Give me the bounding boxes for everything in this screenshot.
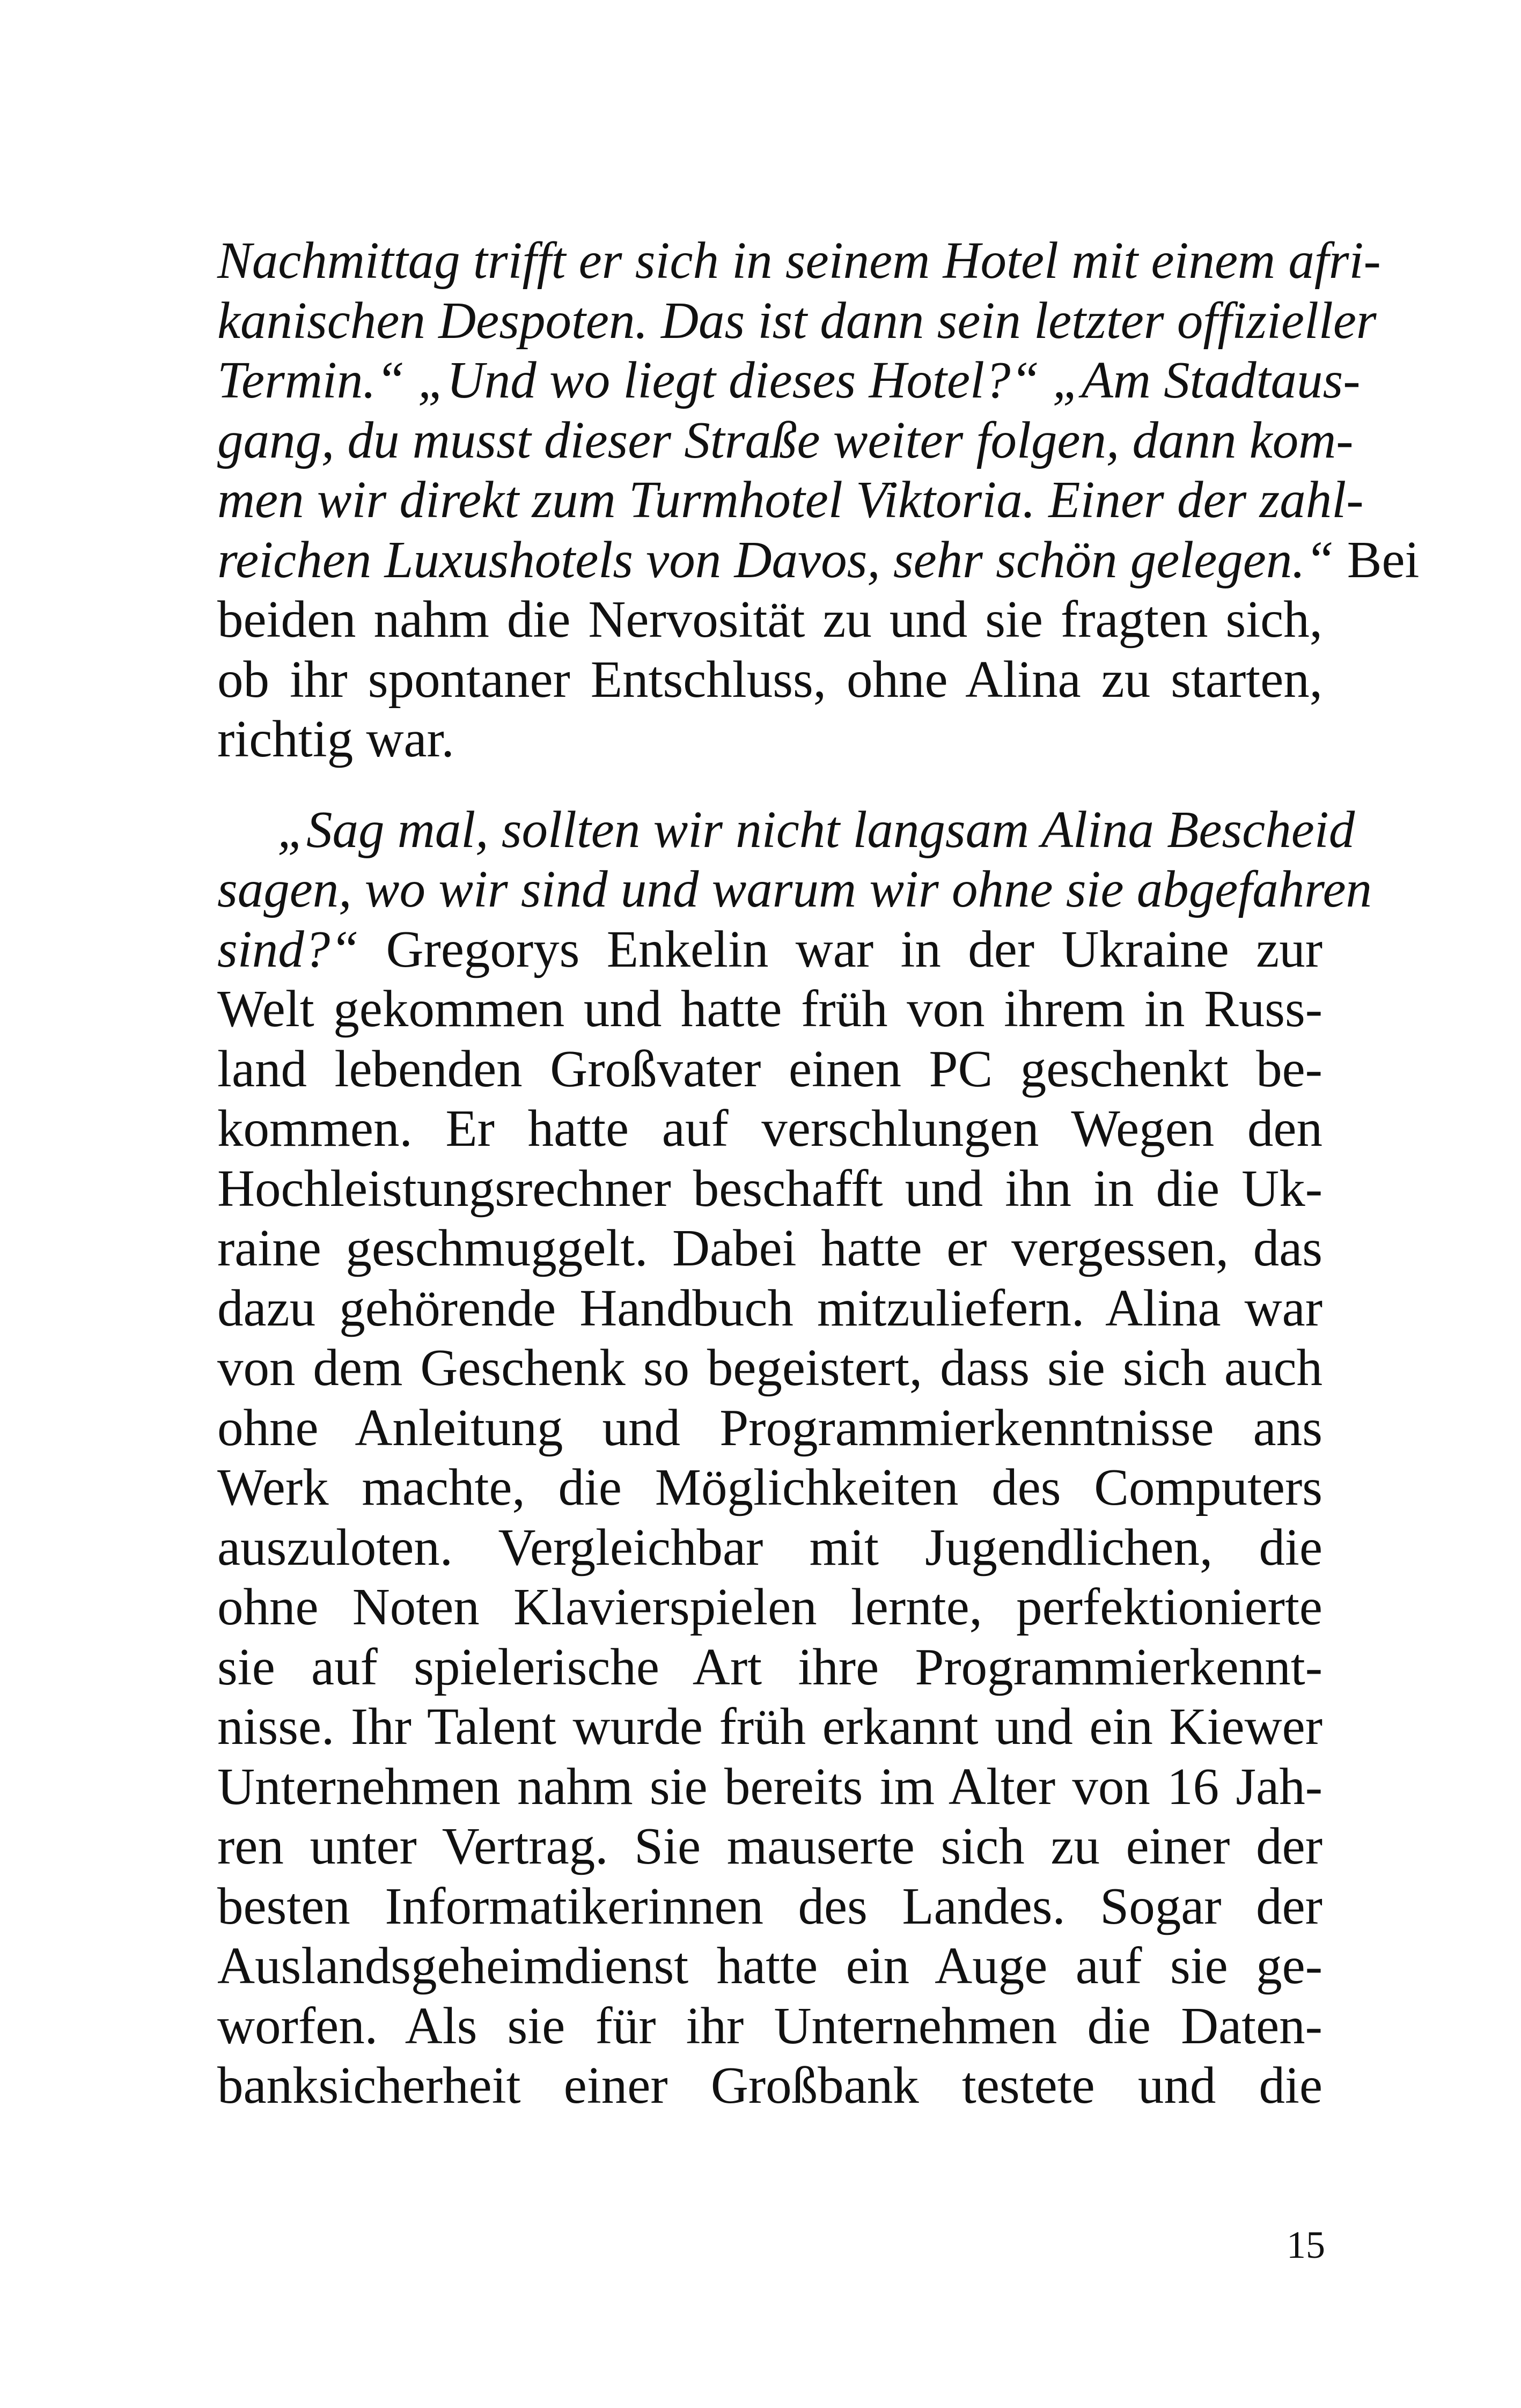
text-line: Termin.“ „Und wo liegt dieses Hotel?“ „Am Stadtaus- (217, 351, 1361, 409)
text-line: ohne Noten Klavierspielen lernte, perfektionierte (217, 1578, 1322, 1636)
text-line: sind?“ Gregorys Enkelin war in der Ukraine zur (217, 920, 1322, 978)
page-number: 15 (1287, 2223, 1325, 2266)
text-line (217, 2116, 1322, 2176)
body-text (217, 231, 1420, 2235)
text-line: ren unter Vertrag. Sie mauserte sich zu einer der (217, 1817, 1322, 1875)
paragraph (217, 231, 1420, 769)
text-line: Unternehmen nahm sie bereits im Alter von 16 Jah- (217, 1757, 1322, 1815)
paragraph (217, 800, 1372, 2235)
text-line: richtig war. (217, 710, 454, 768)
text-line: Werk machte, die Möglichkeiten des Computers (217, 1459, 1322, 1516)
text-line: reichen Luxushotels von Davos, sehr schön gelegen.“ Bei (217, 531, 1420, 588)
text-line: nisse. Ihr Talent wurde früh erkannt und ein Kiewer (217, 1698, 1322, 1755)
text-line: land lebenden Großvater einen PC geschenkt be- (217, 1040, 1322, 1098)
text-line: dazu gehörende Handbuch mitzuliefern. Alina war (217, 1279, 1322, 1337)
text-line: worfen. Als sie für ihr Unternehmen die Daten- (217, 1997, 1322, 2054)
paragraph-gap (217, 769, 1322, 800)
text-line: besten Informatikerinnen des Landes. Sogar der (217, 1877, 1322, 1935)
text-line: Nachmittag trifft er sich in seinem Hotel mit einem afri- (217, 232, 1381, 289)
text-line (217, 2175, 1322, 2235)
text-line: ob ihr spontaner Entschluss, ohne Alina zu starten, (217, 650, 1322, 708)
text-line: von dem Geschenk so begeistert, dass sie sich auch (217, 1339, 1322, 1396)
text-line: men wir direkt zum Turmhotel Viktoria. Einer der zahl- (217, 471, 1364, 528)
text-line: sie auf spielerische Art ihre Programmierkennt- (217, 1638, 1322, 1696)
text-line: „Sag mal, sollten wir nicht langsam Alina Bescheid (277, 800, 1355, 858)
text-line: beiden nahm die Nervosität zu und sie fragten sich, (217, 591, 1322, 648)
text-line: kanischen Despoten. Das ist dann sein letzter offizieller (217, 291, 1377, 349)
text-line: kommen. Er hatte auf verschlungen Wegen den (217, 1100, 1322, 1157)
text-line: gang, du musst dieser Straße weiter folgen, dann kom- (217, 411, 1354, 469)
text-line: Hochleistungsrechner beschafft und ihn in die Uk- (217, 1159, 1322, 1217)
text-line: raine geschmuggelt. Dabei hatte er vergessen, das (217, 1219, 1322, 1277)
text-line: sagen, wo wir sind und warum wir ohne sie abgefahren (217, 860, 1372, 918)
text-line: ohne Anleitung und Programmierkenntnisse ans (217, 1398, 1322, 1456)
text-line: banksicherheit einer Großbank testete und die (217, 2057, 1322, 2114)
text-line: auszuloten. Vergleichbar mit Jugendlichen, die (217, 1518, 1322, 1576)
text-line: Auslandsgeheimdienst hatte ein Auge auf sie ge- (217, 1937, 1322, 1994)
text-line: Welt gekommen und hatte früh von ihrem in Russ- (217, 980, 1322, 1037)
